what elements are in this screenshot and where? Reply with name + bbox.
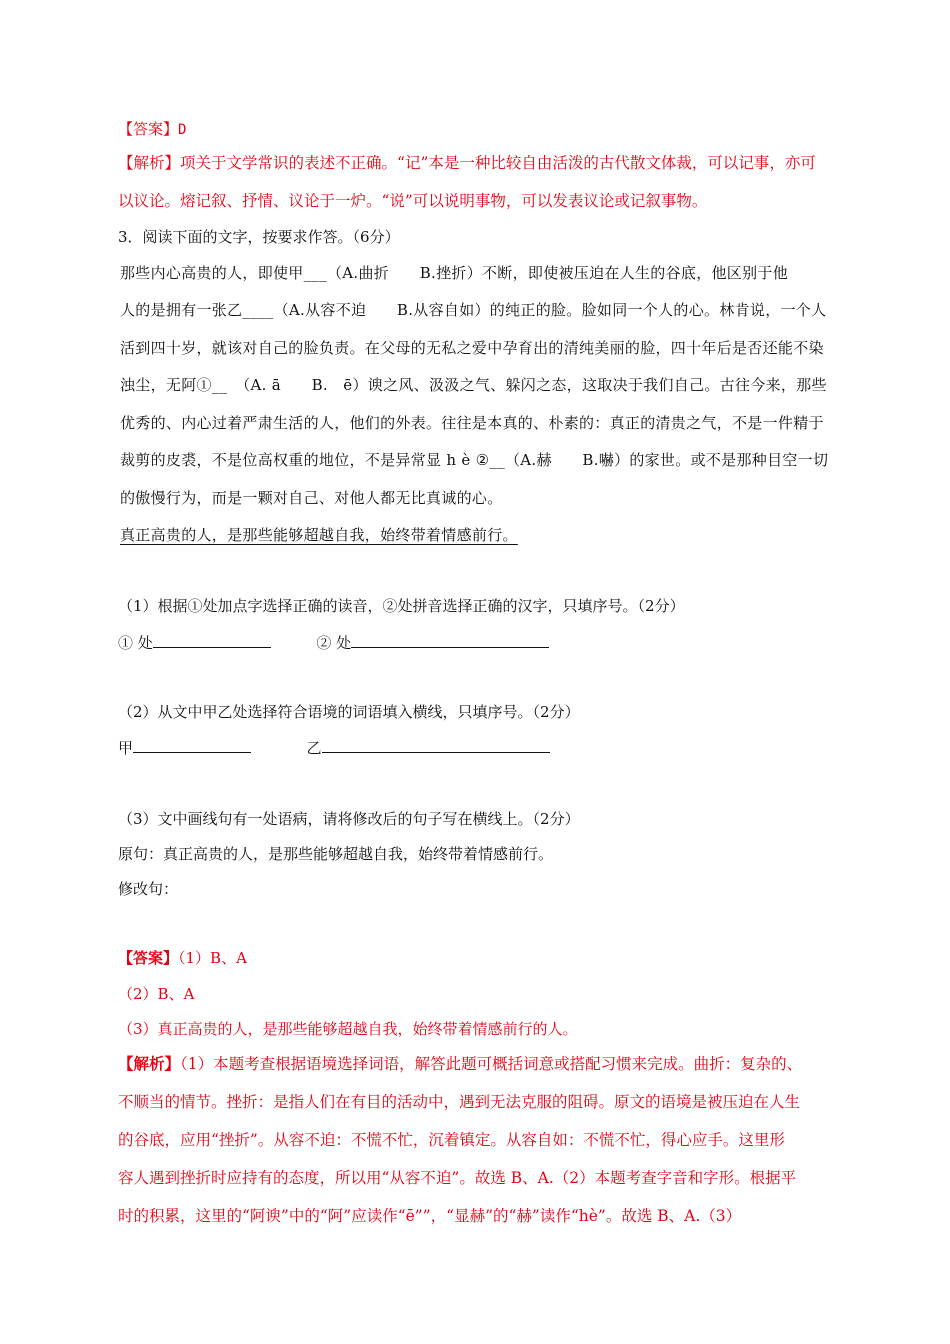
passage-line-7: 的傲慢行为，而是一颗对自己、对他人都无比真诚的心。: [120, 489, 503, 507]
passage-line-2: 人的是拥有一张乙____（A.从容不迫 B.从容自如）的纯正的脸。脸如同一个人的心。林肯说，一个人: [120, 301, 827, 319]
question-3-title: 3．阅读下面的文字，按要求作答。（6分）: [118, 228, 400, 246]
blank-jia-label: 甲: [118, 739, 134, 757]
answer-1: [118, 118, 186, 141]
explanation-1-line-1: [118, 152, 816, 174]
explanation-label: 【解析】: [118, 154, 181, 172]
blank-1-line[interactable]: [153, 631, 271, 648]
sub-question-1-prompt: （1）根据①处加点字选择正确的读音，②处拼音选择正确的汉字，只填序号。（2分）: [118, 597, 685, 615]
blank-yi-label: 乙: [306, 739, 322, 757]
explanation-3-label: 【解析】: [118, 1054, 181, 1073]
sub-question-3-prompt: （3）文中画线句有一处语病，请将修改后的句子写在横线上。（2分）: [118, 810, 580, 828]
sub-question-2-answers: [118, 736, 550, 759]
passage-line-4: 浊尘，无阿①__ （A. ā B. ē）谀之风、汲汲之气、躲闪之态，这取决于我们自己。古往今来，那些: [120, 376, 827, 394]
blank-1-label: ① 处: [118, 634, 153, 652]
answer-3-line-1: [118, 947, 247, 969]
blank-2-line[interactable]: [351, 631, 549, 648]
answer-3-label: 【答案】: [118, 949, 179, 967]
answer-3-line-3: （3）真正高贵的人，是那些能够超越自我，始终带着情感前行的人。: [118, 1020, 578, 1038]
explanation-1-line-2: 以议论。熔记叙、抒情、议论于一炉。“说”可以说明事物，可以发表议论或记叙事物。: [118, 192, 708, 210]
explanation-3-line-5: 时的积累，这里的“阿谀”中的“阿”应读作“ē””，“显赫”的“赫”读作“hè”。故选 B、A.（3）: [118, 1207, 742, 1225]
passage-line-1: 那些内心高贵的人，即使甲___（A.曲折 B.挫折）不断，即使被压迫在人生的谷底，他区别于他: [120, 264, 788, 282]
answer-value: D: [178, 122, 187, 138]
passage-line-6: 裁剪的皮裘，不是位高权重的地位，不是异常显 h è ②__（A.赫 B.嚇）的家世。或不是那种目空一切: [120, 451, 829, 469]
answer-3-part-1: （1）B、A: [178, 949, 247, 967]
passage-line-5: 优秀的、内心过着严肃生活的人，他们的外表。往往是本真的、朴素的：真正的清贵之气，不是一件精于: [120, 414, 824, 432]
blank-2-label: ② 处: [316, 634, 352, 652]
explanation-3-line-4: 容人遇到挫折时应持有的态度，所以用“从容不迫”。故选 B、A.（2）本题考查字音和字形。根据平: [118, 1169, 797, 1187]
explanation-text: 项关于文学常识的表述不正确。“记”本是一种比较自由活泼的古代散文体裁，可以记事，亦可: [180, 154, 816, 172]
explanation-3-line-1: [118, 1053, 802, 1075]
explanation-3-text: （1）本题考查根据语境选择词语，解答此题可概括词意或搭配习惯来完成。曲折：复杂的、: [180, 1055, 803, 1073]
passage-line-3: 活到四十岁，就该对自己的脸负责。在父母的无私之爱中孕育出的清纯美丽的脸，四十年后是否还能不染: [120, 339, 824, 357]
original-sentence: 原句：真正高贵的人，是那些能够超越自我，始终带着情感前行。: [118, 845, 554, 863]
answer-3-line-2: （2）B、A: [118, 985, 195, 1003]
blank-jia-line[interactable]: [133, 736, 251, 753]
sub-question-2-prompt: （2）从文中甲乙处选择符合语境的词语填入横线，只填序号。（2分）: [118, 703, 580, 721]
sub-question-1-answers: [118, 631, 549, 654]
answer-label: 【答案】: [118, 120, 179, 138]
explanation-3-line-3: 的谷底，应用“挫折”。从容不迫：不慌不忙，沉着镇定。从容自如：不慌不忙，得心应手。这里形: [118, 1131, 785, 1149]
explanation-3-line-2: 不顺当的情节。挫折：是指人们在有目的活动中，遇到无法克服的阻碍。原文的语境是被压迫在人生: [118, 1093, 801, 1111]
revised-sentence-label: 修改句：: [118, 880, 179, 898]
blank-yi-line[interactable]: [322, 736, 550, 753]
underlined-sentence: 真正高贵的人，是那些能够超越自我，始终带着情感前行。: [120, 526, 518, 544]
